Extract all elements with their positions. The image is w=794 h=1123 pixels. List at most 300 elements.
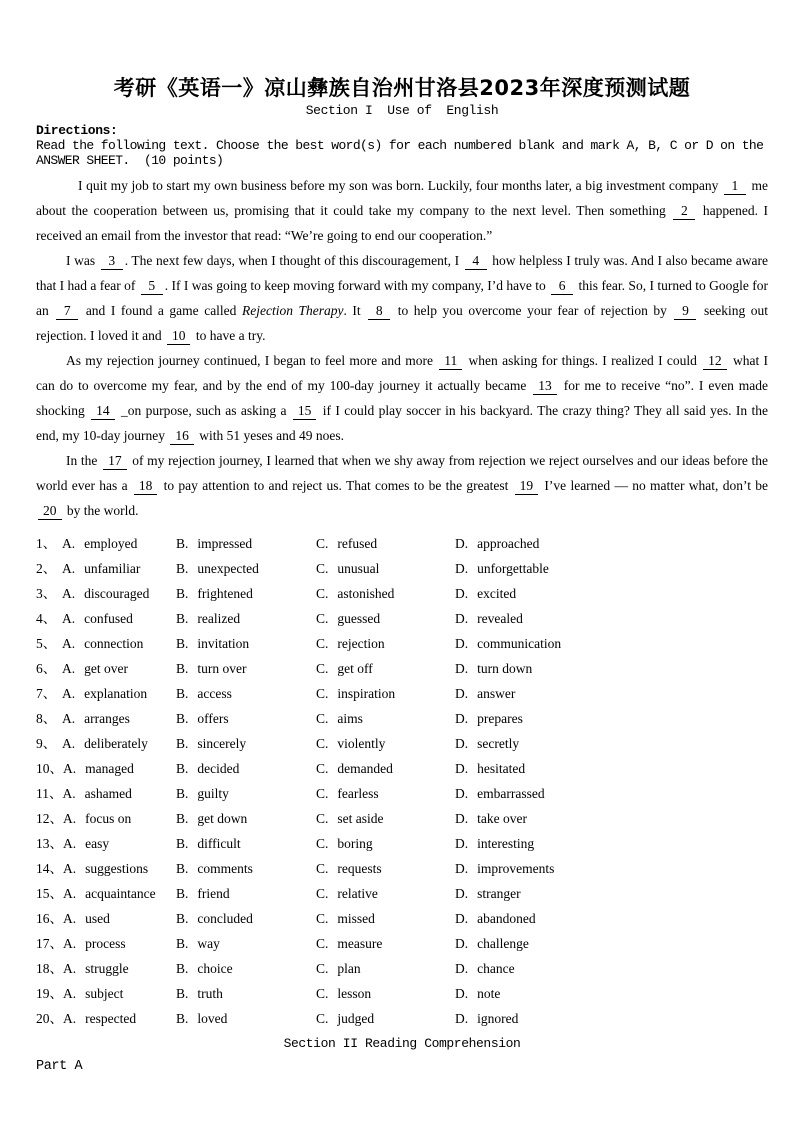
cloze-blank-14: 14 bbox=[91, 403, 115, 420]
question-row-7 bbox=[36, 681, 768, 706]
option-letter: D. bbox=[455, 961, 469, 976]
option-text: concluded bbox=[197, 911, 253, 926]
option-cell bbox=[316, 906, 455, 931]
option-letter: B. bbox=[176, 711, 189, 726]
option-text: inspiration bbox=[337, 686, 396, 701]
option-letter: A. bbox=[62, 786, 76, 801]
option-text: astonished bbox=[337, 586, 395, 601]
option-letter: A. bbox=[63, 836, 77, 851]
option-letter: C. bbox=[316, 861, 329, 876]
option-cell bbox=[316, 581, 455, 606]
option-letter: A. bbox=[62, 636, 76, 651]
option-text: embarrassed bbox=[477, 786, 545, 801]
question-number: 19、 bbox=[36, 986, 63, 1001]
option-letter: C. bbox=[316, 836, 329, 851]
question-number: 11、 bbox=[36, 786, 63, 801]
option-letter: B. bbox=[176, 536, 189, 551]
passage-text: how helpless I truly was. And I also became aware that I had a fear of bbox=[36, 253, 768, 293]
option-cell bbox=[176, 681, 316, 706]
option-text: approached bbox=[477, 536, 540, 551]
option-text: impressed bbox=[197, 536, 253, 551]
option-cell bbox=[455, 706, 768, 731]
option-cell bbox=[36, 956, 176, 981]
option-letter: C. bbox=[316, 611, 329, 626]
question-number: 14、 bbox=[36, 861, 63, 876]
option-letter: C. bbox=[316, 561, 329, 576]
option-text: deliberately bbox=[84, 736, 148, 751]
option-cell bbox=[36, 831, 176, 856]
option-text: guessed bbox=[337, 611, 381, 626]
option-letter: B. bbox=[176, 861, 189, 876]
option-text: judged bbox=[337, 1011, 375, 1026]
option-text: refused bbox=[337, 536, 378, 551]
passage-text: I quit my job to start my own business before my son was born. Luckily, four months later, a big investment company bbox=[78, 178, 722, 193]
option-text: suggestions bbox=[85, 861, 149, 876]
option-letter: C. bbox=[316, 961, 329, 976]
option-letter: B. bbox=[176, 561, 189, 576]
cloze-blank-12: 12 bbox=[703, 353, 727, 370]
cloze-blank-19: 19 bbox=[515, 478, 539, 495]
passage-text: I was bbox=[66, 253, 99, 268]
option-text: invitation bbox=[197, 636, 250, 651]
option-letter: D. bbox=[455, 761, 469, 776]
option-text: stranger bbox=[477, 886, 521, 901]
option-letter: C. bbox=[316, 761, 329, 776]
option-letter: B. bbox=[176, 611, 189, 626]
question-row-20 bbox=[36, 1006, 768, 1031]
option-text: struggle bbox=[85, 961, 129, 976]
option-text: ashamed bbox=[84, 786, 132, 801]
passage-text: me about the cooperation between us, promising that it could take my company to the next level. Then something bbox=[36, 178, 768, 218]
option-letter: B. bbox=[176, 886, 189, 901]
option-text: hesitated bbox=[477, 761, 526, 776]
option-text: unexpected bbox=[197, 561, 259, 576]
cloze-blank-20: 20 bbox=[38, 503, 62, 520]
option-text: access bbox=[197, 686, 232, 701]
option-letter: D. bbox=[455, 586, 469, 601]
question-row-16 bbox=[36, 906, 768, 931]
option-cell bbox=[316, 931, 455, 956]
option-letter: A. bbox=[63, 911, 77, 926]
option-cell bbox=[36, 631, 176, 656]
option-cell bbox=[316, 556, 455, 581]
option-text: discouraged bbox=[84, 586, 150, 601]
cloze-blank-1: 1 bbox=[724, 178, 746, 195]
passage-text: by the world. bbox=[63, 503, 139, 518]
exam-title: 考研《英语一》凉山彝族自治州甘洛县2023年深度预测试题 bbox=[113, 76, 691, 100]
option-cell bbox=[176, 831, 316, 856]
option-text: lesson bbox=[337, 986, 372, 1001]
passage-paragraph-2 bbox=[36, 248, 768, 348]
option-text: excited bbox=[477, 586, 517, 601]
option-text: unfamiliar bbox=[84, 561, 141, 576]
option-text: process bbox=[85, 936, 126, 951]
option-letter: D. bbox=[455, 886, 469, 901]
question-row-3 bbox=[36, 581, 768, 606]
option-text: boring bbox=[337, 836, 373, 851]
question-number: 6、 bbox=[36, 661, 57, 676]
option-letter: A. bbox=[62, 686, 76, 701]
cloze-blank-4: 4 bbox=[465, 253, 487, 270]
passage-paragraph-3 bbox=[36, 348, 768, 448]
passage-text: what I can do to overcome my fear, and by the end of my 100-day journey it actually became bbox=[36, 353, 768, 393]
option-text: abandoned bbox=[477, 911, 536, 926]
passage-text: of my rejection journey, I learned that when we shy away from rejection we reject ourselves and our ideas before the world ever has a bbox=[36, 453, 768, 493]
option-cell bbox=[316, 1006, 455, 1031]
option-cell bbox=[455, 556, 768, 581]
passage-text: when asking for things. I realized I could bbox=[464, 353, 702, 368]
option-letter: D. bbox=[455, 836, 469, 851]
option-letter: C. bbox=[316, 736, 329, 751]
option-letter: D. bbox=[455, 661, 469, 676]
option-cell bbox=[36, 531, 176, 556]
option-cell bbox=[455, 806, 768, 831]
option-letter: C. bbox=[316, 986, 329, 1001]
option-text: revealed bbox=[477, 611, 523, 626]
option-cell bbox=[455, 731, 768, 756]
option-cell bbox=[176, 931, 316, 956]
option-text: realized bbox=[197, 611, 241, 626]
option-letter: C. bbox=[316, 711, 329, 726]
option-letter: A. bbox=[62, 561, 76, 576]
option-text: get over bbox=[84, 661, 128, 676]
option-cell bbox=[176, 756, 316, 781]
option-letter: C. bbox=[316, 911, 329, 926]
cloze-blank-9: 9 bbox=[674, 303, 696, 320]
option-cell bbox=[36, 681, 176, 706]
option-cell bbox=[455, 756, 768, 781]
option-cell bbox=[455, 906, 768, 931]
option-letter: A. bbox=[62, 661, 76, 676]
option-cell bbox=[176, 606, 316, 631]
cloze-blank-13: 13 bbox=[533, 378, 557, 395]
question-number: 8、 bbox=[36, 711, 57, 726]
option-cell bbox=[176, 881, 316, 906]
option-cell bbox=[36, 856, 176, 881]
option-text: relative bbox=[337, 886, 378, 901]
option-cell bbox=[455, 831, 768, 856]
passage-text: for me to receive “no”. I even made shocking bbox=[36, 378, 768, 418]
option-letter: B. bbox=[176, 961, 189, 976]
cloze-blank-2: 2 bbox=[673, 203, 695, 220]
question-row-1 bbox=[36, 531, 768, 556]
option-cell bbox=[455, 581, 768, 606]
option-cell bbox=[176, 531, 316, 556]
option-letter: C. bbox=[316, 786, 329, 801]
question-number: 18、 bbox=[36, 961, 63, 976]
passage-text: . It bbox=[343, 303, 367, 318]
option-letter: A. bbox=[63, 961, 77, 976]
italic-text: Rejection Therapy bbox=[241, 303, 344, 318]
option-cell bbox=[455, 681, 768, 706]
option-letter: B. bbox=[176, 836, 189, 851]
option-text: interesting bbox=[477, 836, 535, 851]
question-number: 9、 bbox=[36, 736, 57, 751]
option-text: friend bbox=[197, 886, 230, 901]
cloze-blank-17: 17 bbox=[103, 453, 127, 470]
option-cell bbox=[316, 981, 455, 1006]
part-a-label: Part A bbox=[36, 1059, 83, 1074]
option-text: offers bbox=[197, 711, 229, 726]
question-number: 3、 bbox=[36, 586, 57, 601]
option-text: unforgettable bbox=[477, 561, 549, 576]
option-text: note bbox=[477, 986, 501, 1001]
option-text: fearless bbox=[337, 786, 379, 801]
option-cell bbox=[455, 956, 768, 981]
passage-text: with 51 yeses and 49 noes. bbox=[195, 428, 344, 443]
cloze-blank-10: 10 bbox=[167, 328, 191, 345]
question-row-5 bbox=[36, 631, 768, 656]
option-cell bbox=[36, 881, 176, 906]
option-cell bbox=[455, 856, 768, 881]
question-number: 13、 bbox=[36, 836, 63, 851]
option-letter: A. bbox=[63, 886, 77, 901]
option-cell bbox=[176, 631, 316, 656]
option-text: easy bbox=[85, 836, 110, 851]
option-cell bbox=[316, 731, 455, 756]
option-cell bbox=[316, 956, 455, 981]
option-letter: B. bbox=[176, 586, 189, 601]
option-cell bbox=[316, 781, 455, 806]
passage-text: As my rejection journey continued, I began to feel more and more bbox=[66, 353, 438, 368]
directions-text: Read the following text. Choose the best word(s) for each numbered blank and mark A, B, C or D on the ANSWER SHEET. (10 points) bbox=[36, 138, 771, 168]
option-text: managed bbox=[85, 761, 134, 776]
option-cell bbox=[176, 581, 316, 606]
question-row-12 bbox=[36, 806, 768, 831]
question-row-8 bbox=[36, 706, 768, 731]
option-cell bbox=[455, 931, 768, 956]
option-letter: A. bbox=[63, 936, 77, 951]
question-row-11 bbox=[36, 781, 768, 806]
passage-paragraph-4 bbox=[36, 448, 768, 523]
section2-heading: Section II Reading Comprehension bbox=[283, 1036, 521, 1051]
option-letter: A. bbox=[62, 736, 76, 751]
passage-text: if I could play soccer in his backyard. The crazy thing? They all said yes. In the end, my 10-day journey bbox=[36, 403, 768, 443]
passage-text: In the bbox=[66, 453, 102, 468]
question-row-14 bbox=[36, 856, 768, 881]
option-letter: C. bbox=[316, 1011, 329, 1026]
options-table bbox=[36, 531, 768, 1031]
passage-text: to help you overcome your fear of rejection by bbox=[392, 303, 673, 318]
option-letter: D. bbox=[455, 736, 469, 751]
question-row-19 bbox=[36, 981, 768, 1006]
option-text: communication bbox=[477, 636, 562, 651]
option-text: get off bbox=[337, 661, 373, 676]
passage-text: this fear. So, I turned to Google for an bbox=[36, 278, 768, 318]
option-cell bbox=[316, 631, 455, 656]
option-cell bbox=[316, 831, 455, 856]
option-text: respected bbox=[85, 1011, 137, 1026]
passage-text: I’ve learned — no matter what, don’t be bbox=[540, 478, 768, 493]
option-cell bbox=[36, 606, 176, 631]
passage-text: and I found a game called bbox=[80, 303, 242, 318]
option-text: decided bbox=[197, 761, 240, 776]
question-row-15 bbox=[36, 881, 768, 906]
option-cell bbox=[176, 856, 316, 881]
option-text: missed bbox=[337, 911, 375, 926]
question-number: 17、 bbox=[36, 936, 63, 951]
option-text: connection bbox=[84, 636, 144, 651]
option-text: challenge bbox=[477, 936, 529, 951]
option-letter: A. bbox=[63, 761, 77, 776]
option-text: employed bbox=[84, 536, 138, 551]
directions-label: Directions: bbox=[36, 123, 118, 138]
option-cell bbox=[36, 656, 176, 681]
option-cell bbox=[36, 556, 176, 581]
option-text: set aside bbox=[337, 811, 384, 826]
option-cell bbox=[455, 631, 768, 656]
option-text: take over bbox=[477, 811, 527, 826]
option-letter: B. bbox=[176, 1011, 189, 1026]
option-letter: A. bbox=[63, 1011, 77, 1026]
option-letter: D. bbox=[455, 936, 469, 951]
option-letter: A. bbox=[62, 611, 76, 626]
option-letter: D. bbox=[455, 911, 469, 926]
option-letter: C. bbox=[316, 586, 329, 601]
option-text: difficult bbox=[197, 836, 241, 851]
option-cell bbox=[176, 731, 316, 756]
option-cell bbox=[176, 656, 316, 681]
option-letter: A. bbox=[63, 861, 77, 876]
option-text: plan bbox=[337, 961, 361, 976]
passage-text: _on purpose, such as asking a bbox=[116, 403, 291, 418]
question-row-10 bbox=[36, 756, 768, 781]
question-row-13 bbox=[36, 831, 768, 856]
option-cell bbox=[316, 656, 455, 681]
option-letter: D. bbox=[455, 636, 469, 651]
cloze-blank-11: 11 bbox=[439, 353, 462, 370]
passage-text: seeking out rejection. I loved it and bbox=[36, 303, 769, 343]
question-number: 2、 bbox=[36, 561, 57, 576]
option-letter: C. bbox=[316, 936, 329, 951]
option-text: comments bbox=[197, 861, 253, 876]
option-text: prepares bbox=[477, 711, 523, 726]
option-text: arranges bbox=[84, 711, 130, 726]
option-letter: C. bbox=[316, 661, 329, 676]
option-text: frightened bbox=[197, 586, 253, 601]
option-cell bbox=[36, 806, 176, 831]
option-letter: A. bbox=[62, 586, 76, 601]
option-letter: A. bbox=[62, 711, 76, 726]
question-row-17 bbox=[36, 931, 768, 956]
cloze-blank-7: 7 bbox=[56, 303, 78, 320]
option-cell bbox=[316, 681, 455, 706]
option-letter: B. bbox=[176, 936, 189, 951]
option-text: chance bbox=[477, 961, 515, 976]
option-cell bbox=[316, 856, 455, 881]
option-letter: D. bbox=[455, 611, 469, 626]
option-text: explanation bbox=[84, 686, 148, 701]
option-letter: D. bbox=[455, 686, 469, 701]
question-number: 12、 bbox=[36, 811, 63, 826]
option-letter: B. bbox=[176, 661, 189, 676]
cloze-blank-8: 8 bbox=[368, 303, 390, 320]
option-cell bbox=[455, 781, 768, 806]
option-text: get down bbox=[197, 811, 248, 826]
option-cell bbox=[36, 706, 176, 731]
option-cell bbox=[316, 881, 455, 906]
option-cell bbox=[36, 1006, 176, 1031]
option-letter: B. bbox=[176, 736, 189, 751]
option-text: measure bbox=[337, 936, 383, 951]
question-number: 20、 bbox=[36, 1011, 63, 1026]
option-letter: D. bbox=[455, 811, 469, 826]
option-text: confused bbox=[84, 611, 133, 626]
option-cell bbox=[455, 881, 768, 906]
question-number: 7、 bbox=[36, 686, 57, 701]
option-cell bbox=[36, 731, 176, 756]
option-cell bbox=[36, 981, 176, 1006]
option-letter: B. bbox=[176, 986, 189, 1001]
cloze-blank-5: 5 bbox=[141, 278, 163, 295]
option-letter: D. bbox=[455, 536, 469, 551]
option-letter: B. bbox=[176, 786, 189, 801]
question-number: 16、 bbox=[36, 911, 63, 926]
option-letter: C. bbox=[316, 686, 329, 701]
option-cell bbox=[36, 781, 176, 806]
option-text: acquaintance bbox=[85, 886, 156, 901]
option-letter: A. bbox=[62, 536, 76, 551]
option-letter: B. bbox=[176, 686, 189, 701]
option-letter: C. bbox=[316, 536, 329, 551]
option-cell bbox=[455, 531, 768, 556]
section1-heading: Section I Use of English bbox=[305, 103, 499, 118]
option-text: truth bbox=[197, 986, 223, 1001]
option-text: turn over bbox=[197, 661, 247, 676]
option-cell bbox=[176, 981, 316, 1006]
cloze-passage bbox=[36, 173, 768, 523]
option-letter: D. bbox=[455, 561, 469, 576]
question-number: 5、 bbox=[36, 636, 57, 651]
option-letter: C. bbox=[316, 811, 329, 826]
option-letter: C. bbox=[316, 636, 329, 651]
option-text: improvements bbox=[477, 861, 555, 876]
option-cell bbox=[316, 606, 455, 631]
passage-text: . The next few days, when I thought of this discouragement, I bbox=[124, 253, 463, 268]
option-text: answer bbox=[477, 686, 516, 701]
passage-text: happened. I received an email from the investor that read: “We’re going to end our cooperation.” bbox=[36, 203, 768, 243]
passage-text: to have a try. bbox=[192, 328, 266, 343]
option-cell bbox=[455, 981, 768, 1006]
option-text: way bbox=[197, 936, 220, 951]
passage-paragraph-1 bbox=[36, 173, 768, 248]
cloze-blank-3: 3 bbox=[101, 253, 123, 270]
question-number: 1、 bbox=[36, 536, 57, 551]
option-cell bbox=[176, 956, 316, 981]
option-text: requests bbox=[337, 861, 382, 876]
option-letter: C. bbox=[316, 886, 329, 901]
question-row-2 bbox=[36, 556, 768, 581]
option-cell bbox=[176, 806, 316, 831]
option-letter: B. bbox=[176, 636, 189, 651]
option-text: secretly bbox=[477, 736, 520, 751]
option-cell bbox=[176, 706, 316, 731]
option-letter: A. bbox=[63, 811, 77, 826]
option-text: subject bbox=[85, 986, 124, 1001]
option-cell bbox=[316, 806, 455, 831]
option-text: loved bbox=[197, 1011, 228, 1026]
question-row-6 bbox=[36, 656, 768, 681]
option-cell bbox=[36, 756, 176, 781]
option-cell bbox=[455, 1006, 768, 1031]
option-text: used bbox=[85, 911, 110, 926]
option-cell bbox=[316, 756, 455, 781]
option-letter: D. bbox=[455, 711, 469, 726]
question-number: 4、 bbox=[36, 611, 57, 626]
option-letter: D. bbox=[455, 786, 469, 801]
option-cell bbox=[176, 1006, 316, 1031]
question-row-9 bbox=[36, 731, 768, 756]
